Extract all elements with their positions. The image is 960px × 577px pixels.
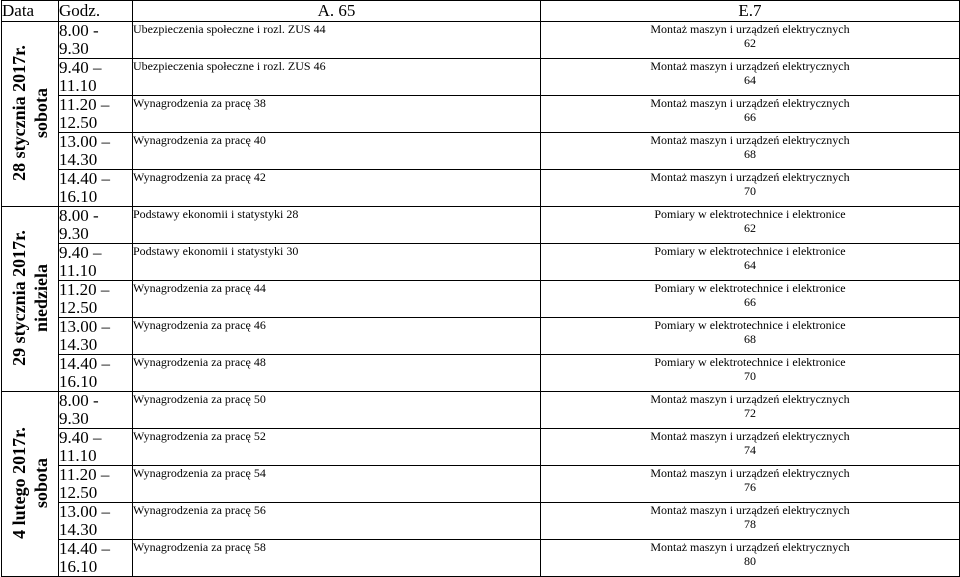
subject-a-cell: Wynagrodzenia za pracę 58	[133, 540, 541, 577]
schedule-table	[1, 0, 960, 577]
header-data: Data	[2, 1, 59, 22]
subject-a-cell: Wynagrodzenia za pracę 44	[133, 281, 541, 318]
table-row	[2, 503, 960, 540]
subject-e-number: 64	[744, 258, 756, 272]
table-row	[2, 466, 960, 503]
subject-e-text: Montaż maszyn i urządzeń elektrycznych	[650, 133, 850, 147]
subject-e-text: Montaż maszyn i urządzeń elektrycznych	[650, 540, 850, 554]
subject-e-number: 64	[744, 73, 756, 87]
time-end: 14.30	[59, 335, 98, 354]
subject-e-text: Montaż maszyn i urządzeń elektrycznych	[650, 503, 850, 517]
time-cell	[59, 355, 133, 392]
day-label-container	[2, 207, 58, 389]
time-end: 9.30	[59, 224, 89, 243]
time-cell	[59, 22, 133, 59]
day-label	[8, 230, 52, 366]
subject-e-cell	[541, 318, 960, 355]
subject-e-number: 76	[744, 480, 756, 494]
time-start: 14.40 –	[59, 354, 110, 373]
time-end: 16.10	[59, 372, 98, 391]
subject-e-number: 66	[744, 110, 756, 124]
day-weekday: sobota	[31, 458, 51, 509]
time-cell	[59, 244, 133, 281]
subject-e-number: 78	[744, 517, 756, 531]
subject-e-text: Pomiary w elektrotechnice i elektronice	[654, 355, 846, 369]
subject-e-number: 70	[744, 369, 756, 383]
table-row	[2, 392, 960, 429]
time-end: 9.30	[59, 39, 89, 58]
time-start: 9.40 –	[59, 428, 102, 447]
subject-e-text: Pomiary w elektrotechnice i elektronice	[654, 318, 846, 332]
time-start: 13.00 –	[59, 502, 110, 521]
time-end: 9.30	[59, 409, 89, 428]
table-row	[2, 355, 960, 392]
subject-e-number: 62	[744, 221, 756, 235]
subject-e-cell	[541, 22, 960, 59]
time-start: 13.00 –	[59, 317, 110, 336]
subject-e-number: 80	[744, 554, 756, 568]
table-row	[2, 59, 960, 96]
time-end: 11.10	[59, 261, 97, 280]
time-cell	[59, 170, 133, 207]
table-row	[2, 133, 960, 170]
day-label-container	[2, 22, 58, 204]
time-cell	[59, 503, 133, 540]
subject-e-text: Pomiary w elektrotechnice i elektronice	[654, 281, 846, 295]
subject-e-text: Montaż maszyn i urządzeń elektrycznych	[650, 22, 850, 36]
time-end: 14.30	[59, 520, 98, 539]
subject-e-number: 72	[744, 406, 756, 420]
table-row	[2, 244, 960, 281]
subject-e-text: Montaż maszyn i urządzeń elektrycznych	[650, 96, 850, 110]
day-label	[8, 45, 52, 181]
day-date: 4 lutego 2017r.	[9, 427, 29, 539]
time-start: 11.20 –	[59, 95, 110, 114]
table-row	[2, 429, 960, 466]
time-end: 11.10	[59, 446, 97, 465]
subject-a-cell: Wynagrodzenia za pracę 46	[133, 318, 541, 355]
subject-a-cell: Wynagrodzenia za pracę 38	[133, 96, 541, 133]
subject-e-cell	[541, 429, 960, 466]
header-col-a: A. 65	[133, 1, 541, 22]
day-weekday: sobota	[31, 87, 51, 139]
header-godz: Godz.	[59, 1, 133, 22]
day-weekday: niedziela	[31, 264, 51, 333]
subject-a-cell: Wynagrodzenia za pracę 48	[133, 355, 541, 392]
time-cell	[59, 207, 133, 244]
subject-e-cell	[541, 281, 960, 318]
subject-e-number: 66	[744, 295, 756, 309]
subject-e-number: 68	[744, 332, 756, 346]
time-cell	[59, 59, 133, 96]
subject-a-cell: Wynagrodzenia za pracę 54	[133, 466, 541, 503]
subject-e-text: Pomiary w elektrotechnice i elektronice	[654, 207, 846, 221]
time-end: 12.50	[59, 298, 98, 317]
time-end: 12.50	[59, 113, 98, 132]
day-date: 29 stycznia 2017r.	[9, 230, 29, 366]
day-cell	[2, 207, 59, 392]
subject-a-cell: Wynagrodzenia za pracę 56	[133, 503, 541, 540]
subject-a-cell: Ubezpieczenia społeczne i rozl. ZUS 46	[133, 59, 541, 96]
header-row	[2, 1, 960, 22]
time-start: 9.40 –	[59, 243, 102, 262]
subject-a-cell: Wynagrodzenia za pracę 40	[133, 133, 541, 170]
time-cell	[59, 281, 133, 318]
subject-e-text: Montaż maszyn i urządzeń elektrycznych	[650, 59, 850, 73]
subject-a-cell: Podstawy ekonomii i statystyki 30	[133, 244, 541, 281]
time-cell	[59, 318, 133, 355]
time-end: 16.10	[59, 557, 98, 576]
subject-a-cell: Wynagrodzenia za pracę 42	[133, 170, 541, 207]
table-row	[2, 207, 960, 244]
time-start: 14.40 –	[59, 169, 110, 188]
time-cell	[59, 466, 133, 503]
subject-e-text: Montaż maszyn i urządzeń elektrycznych	[650, 429, 850, 443]
subject-a-cell: Wynagrodzenia za pracę 52	[133, 429, 541, 466]
time-end: 11.10	[59, 76, 97, 95]
subject-e-number: 62	[744, 36, 756, 50]
table-row	[2, 96, 960, 133]
time-end: 14.30	[59, 150, 98, 169]
table-row	[2, 22, 960, 59]
time-start: 9.40 –	[59, 58, 102, 77]
day-cell	[2, 392, 59, 577]
subject-e-cell	[541, 244, 960, 281]
time-end: 12.50	[59, 483, 98, 502]
time-end: 16.10	[59, 187, 98, 206]
subject-e-cell	[541, 466, 960, 503]
subject-e-cell	[541, 503, 960, 540]
schedule-body	[2, 22, 960, 577]
subject-e-cell	[541, 133, 960, 170]
day-label	[8, 427, 52, 539]
subject-e-text: Montaż maszyn i urządzeń elektrycznych	[650, 170, 850, 184]
subject-e-cell	[541, 355, 960, 392]
subject-e-text: Montaż maszyn i urządzeń elektrycznych	[650, 466, 850, 480]
subject-e-cell	[541, 170, 960, 207]
subject-a-cell: Podstawy ekonomii i statystyki 28	[133, 207, 541, 244]
day-date: 28 stycznia 2017r.	[9, 45, 29, 181]
subject-e-cell	[541, 207, 960, 244]
subject-e-text: Montaż maszyn i urządzeń elektrycznych	[650, 392, 850, 406]
time-start: 14.40 –	[59, 539, 110, 558]
time-start: 8.00 -	[59, 21, 99, 40]
subject-e-number: 68	[744, 147, 756, 161]
day-label-container	[2, 392, 58, 574]
table-row	[2, 281, 960, 318]
subject-e-number: 70	[744, 184, 756, 198]
subject-a-cell: Ubezpieczenia społeczne i rozl. ZUS 44	[133, 22, 541, 59]
subject-e-cell	[541, 392, 960, 429]
table-row	[2, 318, 960, 355]
subject-e-cell	[541, 59, 960, 96]
time-cell	[59, 540, 133, 577]
time-cell	[59, 133, 133, 170]
subject-e-cell	[541, 96, 960, 133]
table-row	[2, 170, 960, 207]
time-start: 13.00 –	[59, 132, 110, 151]
subject-a-cell: Wynagrodzenia za pracę 50	[133, 392, 541, 429]
subject-e-cell	[541, 540, 960, 577]
time-start: 8.00 -	[59, 391, 99, 410]
time-start: 11.20 –	[59, 280, 110, 299]
header-col-e: E.7	[541, 1, 960, 22]
day-cell	[2, 22, 59, 207]
subject-e-number: 74	[744, 443, 756, 457]
time-cell	[59, 429, 133, 466]
table-row	[2, 540, 960, 577]
time-start: 11.20 –	[59, 465, 110, 484]
subject-e-text: Pomiary w elektrotechnice i elektronice	[654, 244, 846, 258]
time-start: 8.00 -	[59, 206, 99, 225]
time-cell	[59, 392, 133, 429]
time-cell	[59, 96, 133, 133]
